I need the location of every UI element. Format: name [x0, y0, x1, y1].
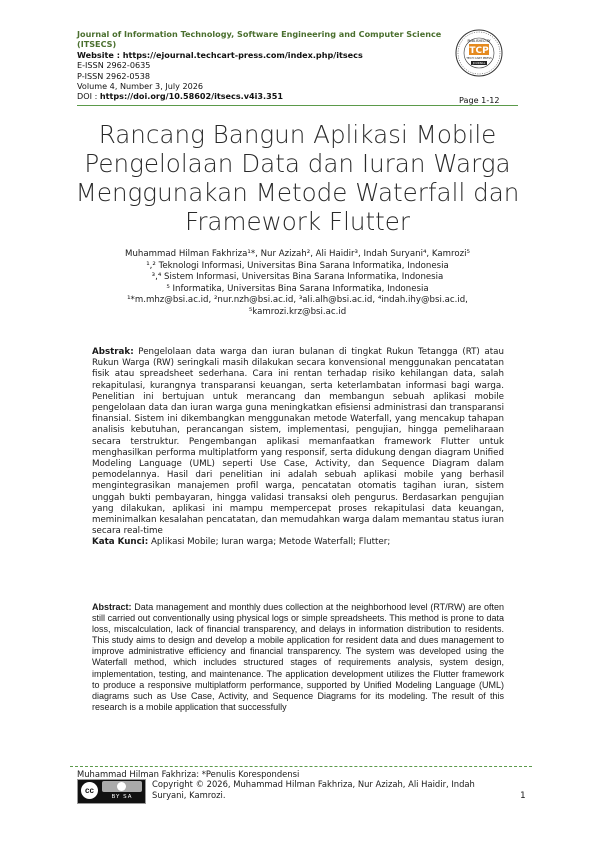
volume-info: Volume 4, Number 3, July 2026	[77, 81, 204, 92]
abstract-text: Data management and monthly dues collection at the neighborhood level (RT/RW) are often still carried out conventionally using physical logs or simple spreadsheets. This method is prone to data loss, miscalculation, lack of financial transparency, and delays in information distribution to residents. This study aims to design and develop a mobile application for resident data and dues management to improve administrative efficiency and financial transparency. The system was developed using the Waterfall method, which includes structured stages of requirements analysis, system design, implementation, testing, and maintenance. The application development utilizes the Flutter framework to produce a responsive multiplatform performance, supported by Unified Modeling Language (UML) diagrams such as Use Case, Activity, and Sequence Diagrams for its modeling. The result of this research is a mobile application that successfully	[92, 602, 504, 712]
affiliation: ¹,² Teknologi Informasi, Universitas Bina Sarana Informatika, Indonesia	[146, 260, 449, 271]
doi-label: DOI :	[77, 91, 98, 102]
by-icon	[102, 781, 142, 792]
eissn: E-ISSN 2962-0635	[77, 60, 151, 71]
footer-divider	[70, 766, 532, 767]
affiliation: ³,⁴ Sistem Informasi, Universitas Bina Sarana Informatika, Indonesia	[151, 272, 444, 283]
journal-name: Journal of Information Technology, Software Engineering and Computer Science (ITSECS)	[77, 29, 442, 50]
website-link[interactable]: https://ejournal.techcart-press.com/index.php/itsecs	[122, 49, 363, 60]
author-names: Muhammad Hilman Fakhriza¹*, Nur Azizah², Ali Haidir³, Indah Suryani⁴, Kamrozi⁵	[125, 249, 470, 259]
publisher-logo-icon	[455, 29, 503, 77]
logo-ring-bottom: TECH CART PRESS	[466, 56, 492, 60]
doi-link[interactable]: https://doi.org/10.58602/itsecs.v4i3.351	[99, 91, 284, 102]
corresponding-author-note: Muhammad Hilman Fakhriza: *Penulis Korespondensi	[77, 769, 300, 779]
author-emails: ¹*m.mhz@bsi.ac.id, ²nur.nzh@bsi.ac.id, ³ali.alh@bsi.ac.id, ⁴indah.ihy@bsi.ac.id,	[127, 295, 468, 306]
logo-text: TCP	[469, 46, 489, 56]
paper-title	[60, 120, 535, 236]
affiliation: ⁵ Informatika, Universitas Bina Sarana Informatika, Indonesia	[166, 283, 429, 294]
keywords-line	[92, 537, 504, 548]
license-tags: BY SA	[102, 793, 142, 801]
page-range: Page 1-12	[459, 95, 500, 105]
logo-ring-top: PUBLISHED BY	[467, 39, 491, 43]
header-divider	[77, 105, 518, 106]
keywords-label: Kata Kunci:	[92, 537, 149, 548]
copyright-notice: Copyright © 2026, Muhammad Hilman Fakhriza, Nur Azizah, Ali Haidir, Indah Suryani, Kamrozi.	[152, 779, 475, 800]
keywords-text: Aplikasi Mobile; Iuran warga; Metode Waterfall; Flutter;	[150, 537, 391, 548]
title-line: Rancang Bangun Aplikasi Mobile	[98, 120, 497, 149]
title-line: Pengelolaan Data dan Iuran Warga	[84, 149, 511, 178]
journal-header	[77, 29, 457, 102]
abstract-text: Pengelolaan data warga dan iuran bulanan di tingkat Rukun Tetangga (RT) atau Rukun Warga (RW) seringkali masih dilakukan secara konvensional menggunakan pencatatan fisik atau spreadsheet sederhana. Cara ini rentan terhadap risiko kehilangan data, salah rekapitulasi, kurangnya transparansi keuangan, serta keterlambatan informasi bagi warga. Penelitian ini bertujuan untuk merancang dan membangun sebuah aplikasi mobile pengelolaan data dan iuran warga guna meningkatkan efisiensi administrasi dan transparansi finansial. Sistem ini dikembangkan menggunakan metode Waterfall, yang mencakup tahapan analisis kebutuhan, perancangan sistem, implementasi, pengujian, hingga pemeliharaan secara terstruktur. Pengembangan aplikasi memanfaatkan framework Flutter untuk menghasilkan performa multiplatform yang responsif, serta didukung dengan diagram Unified Modeling Language (UML) seperti Use Case, Activity, dan Sequence Diagram dalam pemodelannya. Hasil dari penelitian ini adalah sebuah aplikasi mobile yang berhasil mengintegrasikan manajemen profil warga, pencatatan otomatis tagihan iuran, sistem unggah bukti pembayaran, hingga validasi transaksi oleh pengurus. Berdasarkan pengujian yang dilakukan, aplikasi ini mampu mempercepat proses rekapitulasi data keuangan, meminimalkan kesalahan pencatatan, dan memudahkan warga dalam memantau status iuran secara real-time	[92, 347, 504, 537]
pissn: P-ISSN 2962-0538	[77, 70, 151, 81]
website-label: Website :	[77, 49, 120, 60]
title-line: Menggunakan Metode Waterfall dan	[75, 178, 520, 207]
abstract-label: Abstract:	[92, 602, 132, 612]
abstract-indonesian	[92, 347, 504, 549]
abstract-english	[92, 602, 504, 713]
cc-license-badge[interactable]	[77, 779, 146, 804]
website-line	[77, 50, 457, 60]
logo-word: JOURNAL	[472, 61, 486, 66]
author-emails: ⁵kamrozi.krz@bsi.ac.id	[248, 306, 347, 317]
abstract-label: Abstrak:	[92, 347, 134, 357]
cc-icon: cc	[81, 782, 98, 799]
doi-line	[77, 91, 457, 101]
page-number: 1	[520, 791, 526, 801]
author-block	[70, 249, 525, 319]
title-line: Framework Flutter	[184, 207, 411, 236]
